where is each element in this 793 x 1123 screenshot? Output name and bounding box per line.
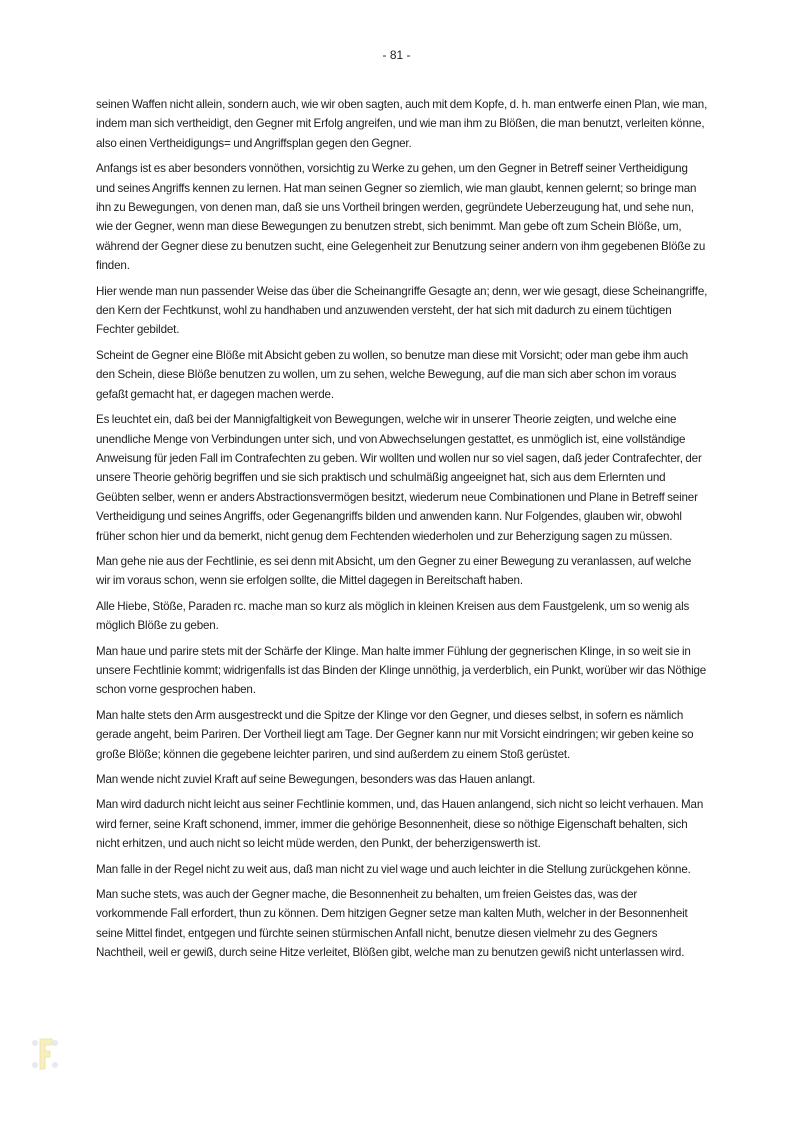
paragraph: Scheint de Gegner eine Blöße mit Absicht geben zu wollen, so benutze man diese mit Vorsicht; oder man gebe ihm auch den Schein, diese Blöße benutzen zu wollen, um zu sehen, welche Bewegung, auf die man sich aber schon im voraus gefaßt gemacht hat, er dagegen machen werde. xyxy=(96,348,689,401)
paragraph: Hier wende man nun passender Weise das über die Scheinangriffe Gesagte an; denn, wer wie gesagt, diese Scheinangriffe, den Kern der Fechtkunst, wohl zu handhaben und anzuwenden versteht, der hat sich mit dadurch zu einem tüchtigen Fechter gebildet. xyxy=(96,284,708,337)
page-number: - 81 - xyxy=(382,48,411,62)
paragraph: seinen Waffen nicht allein, sondern auch, wie wir oben sagten, auch mit dem Kopfe, d. h. man entwerfe einen Plan, wie man, indem man sich vertheidigt, den Gegner mit Erfolg angreifen, und wie man ihm zu Blößen, die man benutzt, verleiten könne, also einen Vertheidigungs= und Angriffsplan gegen den Gegner. xyxy=(96,98,708,150)
paragraph: Man haue und parire stets mit der Schärfe der Klinge. Man halte immer Fühlung der gegnerischen Klinge, in so weit sie in unsere Fechtlinie kommt; widrigenfalls ist das Binden der Klinge unnöthig, ja verderblich, ein Punkt, worüber wir das Nöthige schon vorne gesprochen haben. xyxy=(96,644,707,697)
body-text xyxy=(96,95,708,969)
paragraph: Man falle in der Regel nicht zu weit aus, daß man nicht zu viel wage und auch leichter in die Stellung zurückgehen könne. xyxy=(96,862,691,876)
f-emblem-icon xyxy=(30,1035,60,1077)
paragraph: Man wende nicht zuviel Kraft auf seine Bewegungen, besonders was das Hauen anlangt. xyxy=(96,773,536,786)
paragraph: Anfangs ist es aber besonders vonnöthen, vorsichtig zu Werke zu gehen, um den Gegner in Betreff seiner Vertheidigung und seines Angriffs kennen zu lernen. Hat man seinen Gegner so ziemlich, wie man glaubt, kennen gelernt; so bringe man ihn zu Bewegungen, von denen man, daß sie uns Vortheil bringen werden, gegründete Ueberzeugung hat, und sehe nun, wie der Gegner, wenn man diese Bewegungen zu benutzen strebt, sich benimmt. Man gebe oft zum Schein Blöße, um, während der Gegner diese zu benutzen sucht, eine Gelegenheit zur Benutzung seiner andern von ihm gegebenen Blöße zu finden. xyxy=(96,162,706,273)
paragraph: Man gehe nie aus der Fechtlinie, es sei denn mit Absicht, um den Gegner zu einer Bewegung zu veranlassen, auf welche wir im voraus schon, wenn sie erfolgen sollte, die Mittel dagegen in Bereitschaft haben. xyxy=(96,554,692,588)
paragraph: Man halte stets den Arm ausgestreckt und die Spitze der Klinge vor den Gegner, und dieses selbst, in sofern es nämlich gerade angeht, beim Pariren. Der Vortheil liegt am Tage. Der Gegner kann nur mit Vorsicht eindringen; wir geben keine so große Blöße; können die gegebene leichter pariren, und sind außerdem zu einem Stoß gerüstet. xyxy=(96,708,694,761)
paragraph: Alle Hiebe, Stöße, Paraden rc. mache man so kurz als möglich in kleinen Kreisen aus dem Faustgelenk, um so wenig als möglich Blöße zu geben. xyxy=(96,599,690,633)
paragraph: Man wird dadurch nicht leicht aus seiner Fechtlinie kommen, und, das Hauen anlangend, sich nicht so leicht verhauen. Man wird ferner, seine Kraft schonend, immer, immer die gehörige Besonnenheit, diese so nöthige Eigenschaft behalten, sich nicht erhitzen, und auch nicht so leicht müde werden, den Punkt, der beherzigenswerth ist. xyxy=(96,798,704,851)
paragraph: Man suche stets, was auch der Gegner mache, die Besonnenheit zu behalten, um freien Geistes das, was der vorkommende Fall erfordert, thun zu können. Dem hitzigen Gegner setze man kalten Muth, welcher in der Besonnenheit seine Mittel findet, entgegen und fürchte seinen stürmischen Anfall nicht, benutze diesen vielmehr zu des Gegners Nachtheil, weil er gewiß, durch seine Hitze verleitet, Blößen gibt, welche man zu benutzen gewiß nicht unterlassen wird. xyxy=(96,888,688,960)
paragraph: Es leuchtet ein, daß bei der Mannigfaltigkeit von Bewegungen, welche wir in unserer Theorie zeigten, und welche eine unendliche Menge von Verbindungen unter sich, und von Abwechselungen gestattet, es unmöglich ist, eine vollständige Anweisung für jeden Fall im Contrafechten zu geben. Wir wollten und wollen nur so viel sagen, daß jeder Contrafechter, der unsere Theorie gehörig begriffen und sie sich praktisch und schulmäßig angeeignet hat, sich aus dem Erlernten und Geübten selber, wenn er anders Abstractionsvermögen besitzt, wiederum neue Combinationen und Plane in Betreff seiner Vertheidigung und seines Angriffs, oder Gegenangriffs bilden und anwenden kann. Nur Folgendes, glauben wir, obwohl früher schon hier und da bemerkt, nicht genug dem Fechtenden wiederholen und zur Beherzigung sagen zu müssen. xyxy=(96,413,702,543)
